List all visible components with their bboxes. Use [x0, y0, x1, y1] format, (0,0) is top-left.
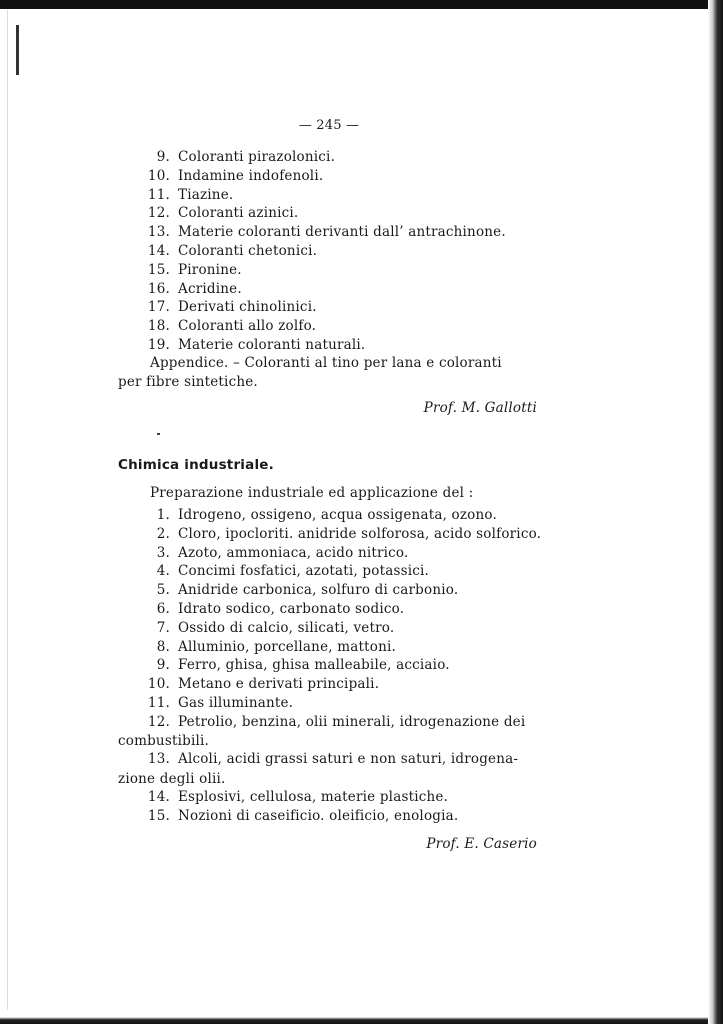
appendix-line-2: per fibre sintetiche.	[118, 374, 258, 390]
list-item-number: 4.	[156, 563, 170, 580]
list-item-number: 13.	[147, 751, 170, 768]
list-item-text: Metano e derivati principali.	[178, 676, 380, 693]
list-item-text: Concimi fosfatici, azotati, potassici.	[178, 563, 430, 580]
list-item-number: 16.	[147, 280, 170, 297]
list-item-text: Materie coloranti derivanti dall’ antrachinone.	[178, 224, 506, 241]
list-item-text: Coloranti pirazolonici.	[178, 149, 336, 165]
page-number: — 245 —	[298, 118, 360, 133]
item-12-continuation: combustibili.	[118, 733, 209, 749]
speck	[157, 433, 160, 435]
list-item-number: 8.	[156, 638, 170, 655]
list-item-text: Anidride carbonica, solfuro di carbonio.	[178, 582, 459, 599]
list-item-text: Gas illuminante.	[178, 695, 294, 711]
list-item-text: Acridine.	[178, 280, 242, 297]
appendix-line-1: Appendice. – Coloranti al tino per lana e coloranti	[150, 355, 502, 371]
signature-gallotti: Prof. M. Gallotti	[423, 400, 537, 416]
list-item-number: 12.	[147, 205, 170, 222]
list-item-text: Ossido di calcio, silicati, vetro.	[178, 619, 395, 636]
list-item-number: 7.	[156, 619, 170, 636]
list-item-number: 10.	[147, 676, 170, 693]
list-item-number: 6.	[156, 601, 170, 617]
scan-right-edge	[708, 0, 723, 1024]
section-intro: Preparazione industriale ed applicazione del :	[150, 485, 474, 501]
scan-left-edge	[7, 10, 8, 1010]
list-item-text: Coloranti chetonici.	[178, 243, 318, 259]
section-heading: Chimica industriale.	[118, 457, 274, 473]
scan-top-border	[0, 0, 723, 9]
list-item-text: Esplosivi, cellulosa, materie plastiche.	[178, 789, 449, 805]
list-item-text: Petrolio, benzina, olii minerali, idrogenazione dei	[178, 713, 526, 730]
scan-left-mark	[16, 25, 19, 75]
list-item-number: 9.	[156, 149, 170, 165]
signature-caserio: Prof. E. Caserio	[426, 836, 537, 852]
list-item-text: Coloranti allo zolfo.	[178, 318, 317, 335]
list-item-text: Materie coloranti naturali.	[178, 337, 366, 353]
list-item-number: 5.	[156, 582, 170, 599]
list-item-text: Nozioni di caseificio. oleificio, enologia.	[178, 807, 459, 824]
list-item-number: 11.	[147, 186, 170, 203]
list-item-number: 1.	[156, 507, 170, 523]
list-item-number: 17.	[147, 299, 170, 316]
list-item-number: 14.	[147, 243, 170, 259]
list-item-text: Tiazine.	[178, 186, 234, 203]
list-item-text: Ferro, ghisa, ghisa malleabile, acciaio.	[178, 657, 450, 674]
list-item-text: Azoto, ammoniaca, acido nitrico.	[178, 544, 409, 561]
list-item-number: 10.	[147, 167, 170, 184]
list-item-number: 14.	[147, 789, 170, 805]
list-item-text: Alluminio, porcellane, mattoni.	[178, 638, 396, 655]
list-item-number: 9.	[156, 657, 170, 674]
scan-bottom-border	[0, 1017, 723, 1024]
item-13-continuation: zione degli olii.	[118, 771, 226, 787]
list-item-number: 3.	[156, 544, 170, 561]
list-item-text: Derivati chinolinici.	[178, 299, 317, 316]
list-item-number: 15.	[147, 261, 170, 278]
list-item-text: Pironine.	[178, 261, 242, 278]
list-item-number: 15.	[147, 807, 170, 824]
list-item-text: Indamine indofenoli.	[178, 167, 324, 184]
list-item-number: 13.	[147, 224, 170, 241]
list-item-number: 11.	[147, 695, 170, 711]
list-item-text: Alcoli, acidi grassi saturi e non saturi, idrogena-	[178, 751, 519, 768]
list-item-number: 18.	[147, 318, 170, 335]
list-item-number: 12.	[147, 713, 170, 730]
list-item-text: Idrato sodico, carbonato sodico.	[178, 601, 405, 617]
list-item-number: 2.	[156, 525, 170, 542]
list-item-text: Idrogeno, ossigeno, acqua ossigenata, ozono.	[178, 507, 497, 523]
list-item-text: Cloro, ipocloriti. anidride solforosa, acido solforico.	[178, 525, 542, 542]
list-item-text: Coloranti azinici.	[178, 205, 299, 222]
list-item-number: 19.	[147, 337, 170, 353]
